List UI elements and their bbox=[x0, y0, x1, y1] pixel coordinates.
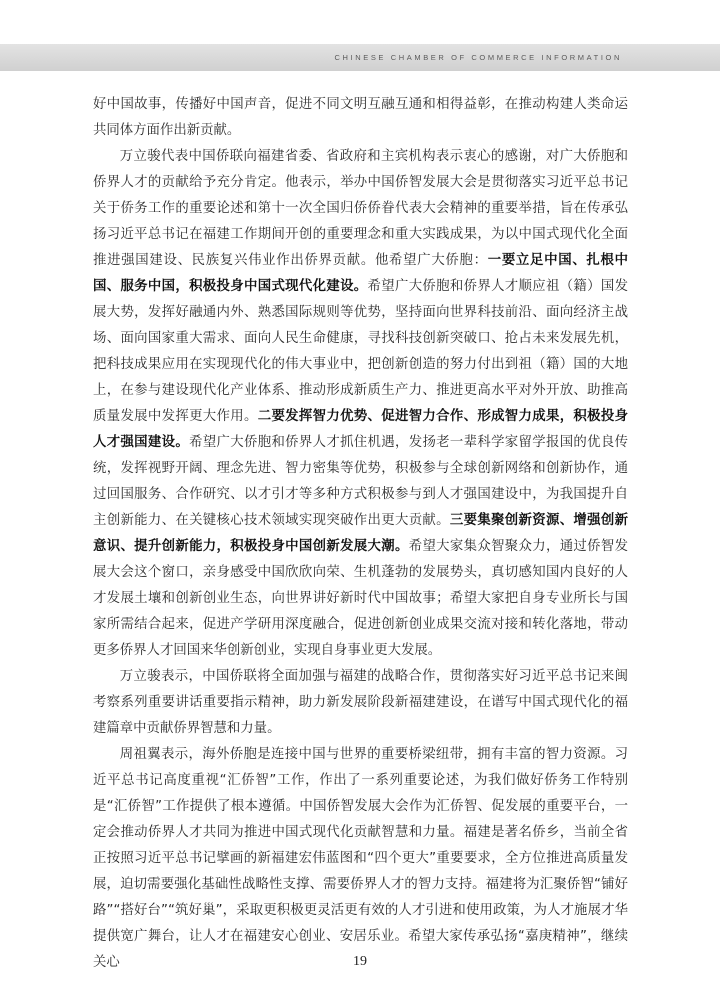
paragraph bbox=[93, 742, 628, 976]
magazine-name: CHINESE CHAMBER OF COMMERCE INFORMATION bbox=[334, 53, 622, 62]
paragraph bbox=[93, 92, 628, 144]
body-text: 好中国故事，传播好中国声音，促进不同文明互融互通和相得益彰，在推动构建人类命运共同体方面作出新贡献。 bbox=[93, 97, 628, 138]
body-text: 周祖翼表示，海外侨胞是连接中国与世界的重要桥梁纽带，拥有丰富的智力资源。习近平总书记高度重视“汇侨智”工作，作出了一系列重要论述，为我们做好侨务工作特别是“汇侨智”工作提供了根本遵循。中国侨智发展大会作为汇侨智、促发展的重要平台，一定会推动侨界人才共同为推进中国式现代化贡献智慧和力量。福建是著名侨乡，当前全省正按照习近平总书记擘画的新福建宏伟蓝图和“四个更大”重要要求，全方位推进高质量发展，迫切需要强化基础性战略性支撑、需要侨界人才的智力支持。福建将为汇聚侨智“铺好路”“搭好台”“筑好巢”，采取更积极更灵活更有效的人才引进和使用政策，为人才施展才华提供宽广舞台，让人才在福建安心创业、安居乐业。希望大家传承弘扬“嘉庚精神”，继续关心 bbox=[93, 747, 628, 970]
body-text: 希望广大侨胞和侨界人才顺应祖（籍）国发展大势，发挥好融通内外、熟悉国际规则等优势，坚持面向世界科技前沿、面向经济主战场、面向国家重大需求、面向人民生命健康，寻找科技创新突破口、抢占未来发展先机，把科技成果应用在实现现代化的伟大事业中，把创新创造的努力付出到祖（籍）国的大地上，在参与建设现代化产业体系、推动形成新质生产力、推进更高水平对外开放、助推高质量发展中发挥更大作用。 bbox=[93, 279, 628, 424]
body-text: 万立骏表示，中国侨联将全面加强与福建的战略合作，贯彻落实好习近平总书记来闽考察系列重要讲话重要指示精神，助力新发展阶段新福建建设，在谱写中国式现代化的福建篇章中贡献侨界智慧和力量。 bbox=[93, 669, 628, 736]
body-text: 万立骏代表中国侨联向福建省委、省政府和主宾机构表示衷心的感谢，对广大侨胞和侨界人才的贡献给予充分肯定。他表示，举办中国侨智发展大会是贯彻落实习近平总书记关于侨务工作的重要论述和第十一次全国归侨侨眷代表大会精神的重要举措，旨在传承弘扬习近平总书记在福建工作期间开创的重要理念和重大实践成果，为以中国式现代化全面推进强国建设、民族复兴伟业作出侨界贡献。他希望广大侨胞： bbox=[93, 149, 628, 268]
bold-text: 二要发挥智力优势、促进智力合作、形成智力成果，积极投身人才强国建设。 bbox=[93, 409, 628, 450]
page-number: 19 bbox=[353, 954, 367, 969]
bold-text: 三要集聚创新资源、增强创新意识、提升创新能力，积极投身中国创新发展大潮。 bbox=[93, 513, 628, 554]
article-body bbox=[93, 92, 628, 976]
paragraph bbox=[93, 144, 628, 664]
body-text: 希望广大侨胞和侨界人才抓住机遇，发扬老一辈科学家留学报国的优良传统，发挥视野开阔、理念先进、智力密集等优势，积极参与全球创新网络和创新协作，通过回国服务、合作研究、以才引才等多种方式积极参与到人才强国建设中，为我国提升自主创新能力、在关键核心技术领域实现突破作出更大贡献。 bbox=[93, 435, 629, 528]
paragraph bbox=[93, 664, 628, 742]
body-text: 希望大家集众智聚众力，通过侨智发展大会这个窗口，亲身感受中国欣欣向荣、生机蓬勃的发展势头，真切感知国内良好的人才发展土壤和创新创业生态，向世界讲好新时代中国故事；希望大家把自身专业所长与国家所需结合起来，促进产学研用深度融合，促进创新创业成果交流对接和转化落地，带动更多侨界人才回国来华创新创业，实现自身事业更大发展。 bbox=[93, 539, 629, 658]
bold-text: 一要立足中国、扎根中国、服务中国，积极投身中国式现代化建设。 bbox=[93, 253, 629, 294]
